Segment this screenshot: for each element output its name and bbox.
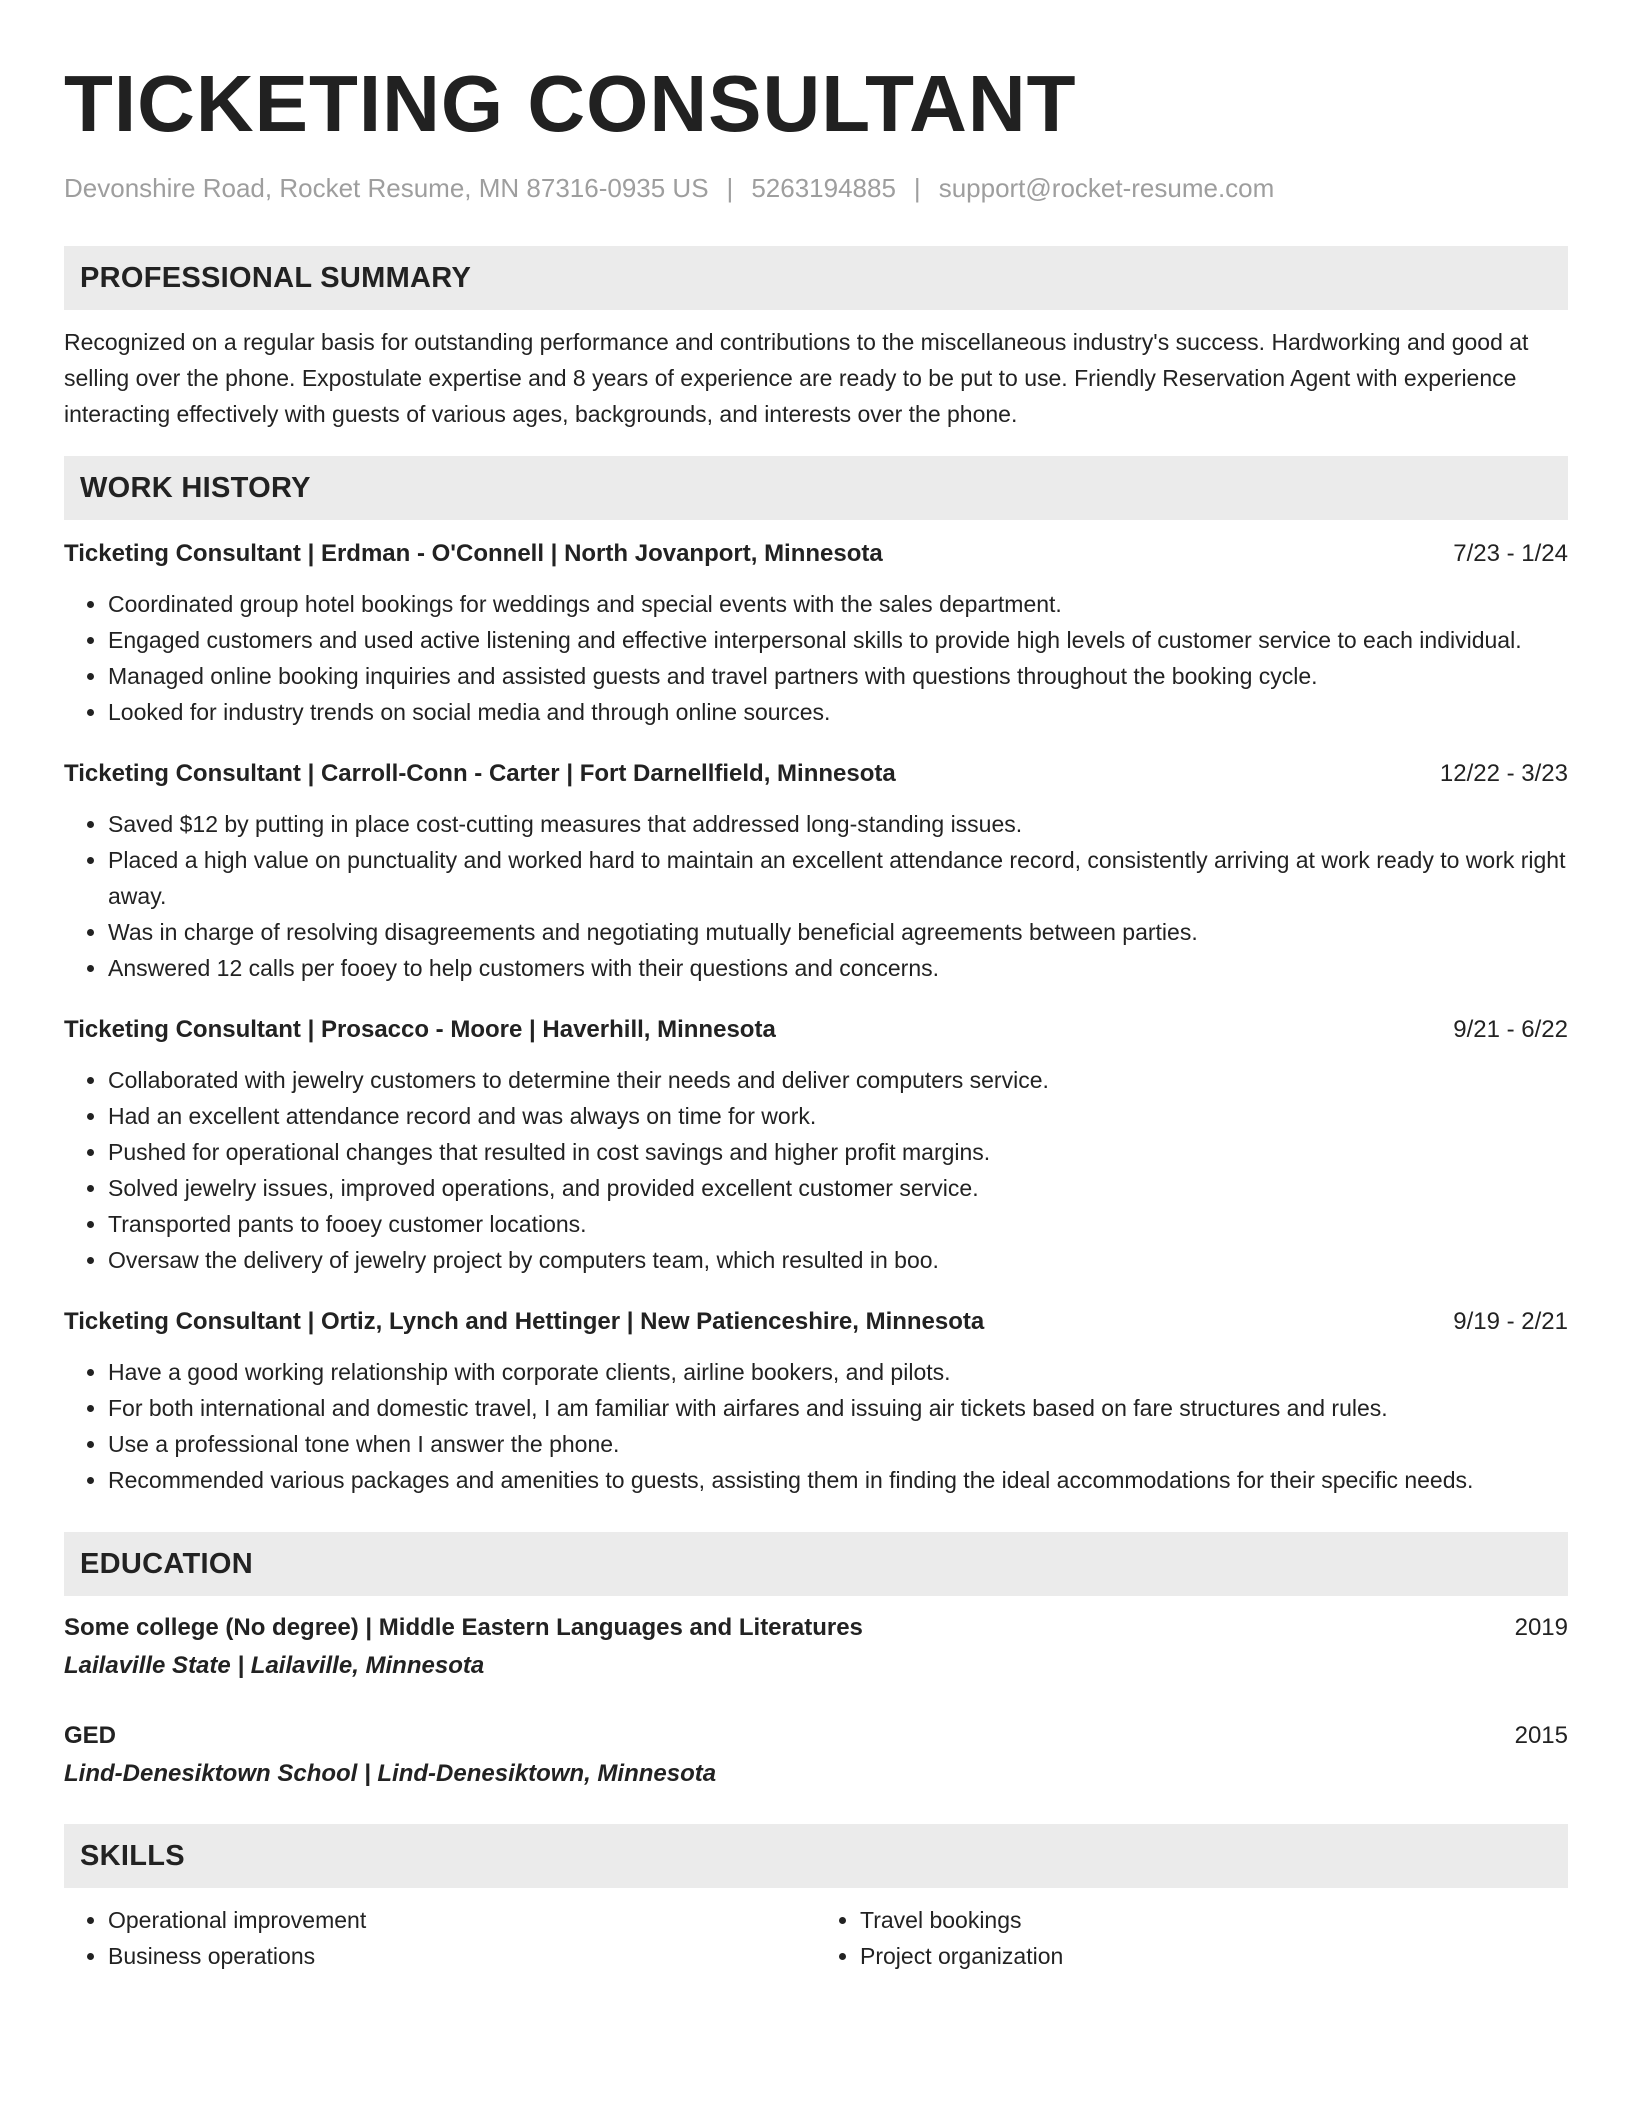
list-item: • Was in charge of resolving disagreements and negotiating mutually beneficial agreements between parties. (108, 914, 1568, 950)
list-item: • Engaged customers and used active listening and effective interpersonal skills to provide high levels of customer service to each individual. (108, 622, 1568, 658)
list-item: • Collaborated with jewelry customers to determine their needs and deliver computers service. (108, 1062, 1568, 1098)
summary-text: Recognized on a regular basis for outstanding performance and contributions to the miscellaneous industry's success. Hardworking and good at selling over the phone. Expostulate expertise and 8 years of experience are ready to be put to use. Friendly Reservation Agent with experience interacting effectively with guests of various ages, backgrounds, and interests over the phone. (64, 329, 1529, 427)
list-item: • For both international and domestic travel, I am familiar with airfares and issuing air tickets based on fare structures and rules. (108, 1390, 1568, 1426)
education-school: Lailaville State | Lailaville, Minnesota (64, 1652, 485, 1679)
skill-item: • Operational improvement (108, 1902, 816, 1938)
job-title: Ticketing Consultant | Prosacco - Moore | Haverhill, Minnesota (64, 1016, 776, 1043)
list-item: • Managed online booking inquiries and assisted guests and travel partners with questions throughout the booking cycle. (108, 658, 1568, 694)
job-header (64, 756, 1568, 792)
list-item: • Have a good working relationship with corporate clients, airline bookers, and pilots. (108, 1354, 1568, 1390)
skill-item: • Travel bookings (860, 1902, 1568, 1938)
job-dates: 9/19 - 2/21 (1453, 1308, 1568, 1335)
education-list (64, 1610, 1568, 1794)
job-dates: 9/21 - 6/22 (1453, 1016, 1568, 1043)
skills-list (64, 1902, 1568, 1974)
list-item: • Coordinated group hotel bookings for weddings and special events with the sales department. (108, 586, 1568, 622)
list-item: • Had an excellent attendance record and was always on time for work. (108, 1098, 1568, 1134)
job-bullets (64, 806, 1568, 986)
list-item: • Recommended various packages and amenities to guests, assisting them in finding the ideal accommodations for their specific needs. (108, 1462, 1568, 1498)
section-heading-skills: SKILLS (64, 1824, 1568, 1888)
contact-separator: | (913, 173, 921, 203)
job-header (64, 536, 1568, 572)
list-item: • Answered 12 calls per fooey to help customers with their questions and concerns. (108, 950, 1568, 986)
list-item: • Use a professional tone when I answer the phone. (108, 1426, 1568, 1462)
skill-item: • Business operations (108, 1938, 816, 1974)
job-bullets (64, 1062, 1568, 1278)
skills-column-left (64, 1902, 816, 1974)
email-link[interactable]: support@rocket-resume.com (938, 173, 1275, 203)
section-heading-summary: PROFESSIONAL SUMMARY (64, 246, 1568, 310)
section-heading-work-history: WORK HISTORY (64, 456, 1568, 520)
education-degree: GED (64, 1722, 117, 1749)
work-history-list (64, 536, 1568, 1498)
list-item: • Transported pants to fooey customer locations. (108, 1206, 1568, 1242)
education-entry (64, 1610, 1568, 1686)
phone: 5263194885 (751, 173, 896, 203)
job-bullets (64, 1354, 1568, 1498)
skills-column-right (816, 1902, 1568, 1974)
job-title: Ticketing Consultant | Carroll-Conn - Carter | Fort Darnellfield, Minnesota (64, 760, 896, 787)
job-header (64, 1304, 1568, 1340)
education-header (64, 1610, 1568, 1646)
education-year: 2015 (1514, 1722, 1568, 1749)
job-title: Ticketing Consultant | Erdman - O'Connell | North Jovanport, Minnesota (64, 540, 883, 567)
contact-separator: | (726, 173, 734, 203)
list-item: • Solved jewelry issues, improved operations, and provided excellent customer service. (108, 1170, 1568, 1206)
contact-line (64, 170, 1568, 206)
education-degree: Some college (No degree) | Middle Eastern Languages and Literatures (64, 1614, 863, 1641)
list-item: • Oversaw the delivery of jewelry project by computers team, which resulted in boo. (108, 1242, 1568, 1278)
education-header (64, 1718, 1568, 1754)
job-dates: 12/22 - 3/23 (1439, 760, 1568, 787)
job-entry (64, 536, 1568, 730)
education-entry (64, 1718, 1568, 1794)
job-header (64, 1012, 1568, 1048)
candidate-name: TICKETING CONSULTANT (64, 59, 1077, 148)
job-bullets (64, 586, 1568, 730)
section-heading-education: EDUCATION (64, 1532, 1568, 1596)
job-title: Ticketing Consultant | Ortiz, Lynch and Hettinger | New Patienceshire, Minnesota (64, 1308, 985, 1335)
job-entry (64, 1304, 1568, 1498)
job-entry (64, 1012, 1568, 1278)
list-item: • Saved $12 by putting in place cost-cutting measures that addressed long-standing issues. (108, 806, 1568, 842)
education-year: 2019 (1514, 1614, 1568, 1641)
list-item: • Pushed for operational changes that resulted in cost savings and higher profit margins. (108, 1134, 1568, 1170)
list-item: • Placed a high value on punctuality and worked hard to maintain an excellent attendance record, consistently arriving at work ready to work right away. (108, 842, 1568, 914)
job-entry (64, 756, 1568, 986)
education-school: Lind-Denesiktown School | Lind-Denesiktown, Minnesota (64, 1760, 717, 1787)
skill-item: • Project organization (860, 1938, 1568, 1974)
address: Devonshire Road, Rocket Resume, MN 87316-0935 US (64, 173, 709, 203)
job-dates: 7/23 - 1/24 (1453, 540, 1568, 567)
list-item: • Looked for industry trends on social media and through online sources. (108, 694, 1568, 730)
